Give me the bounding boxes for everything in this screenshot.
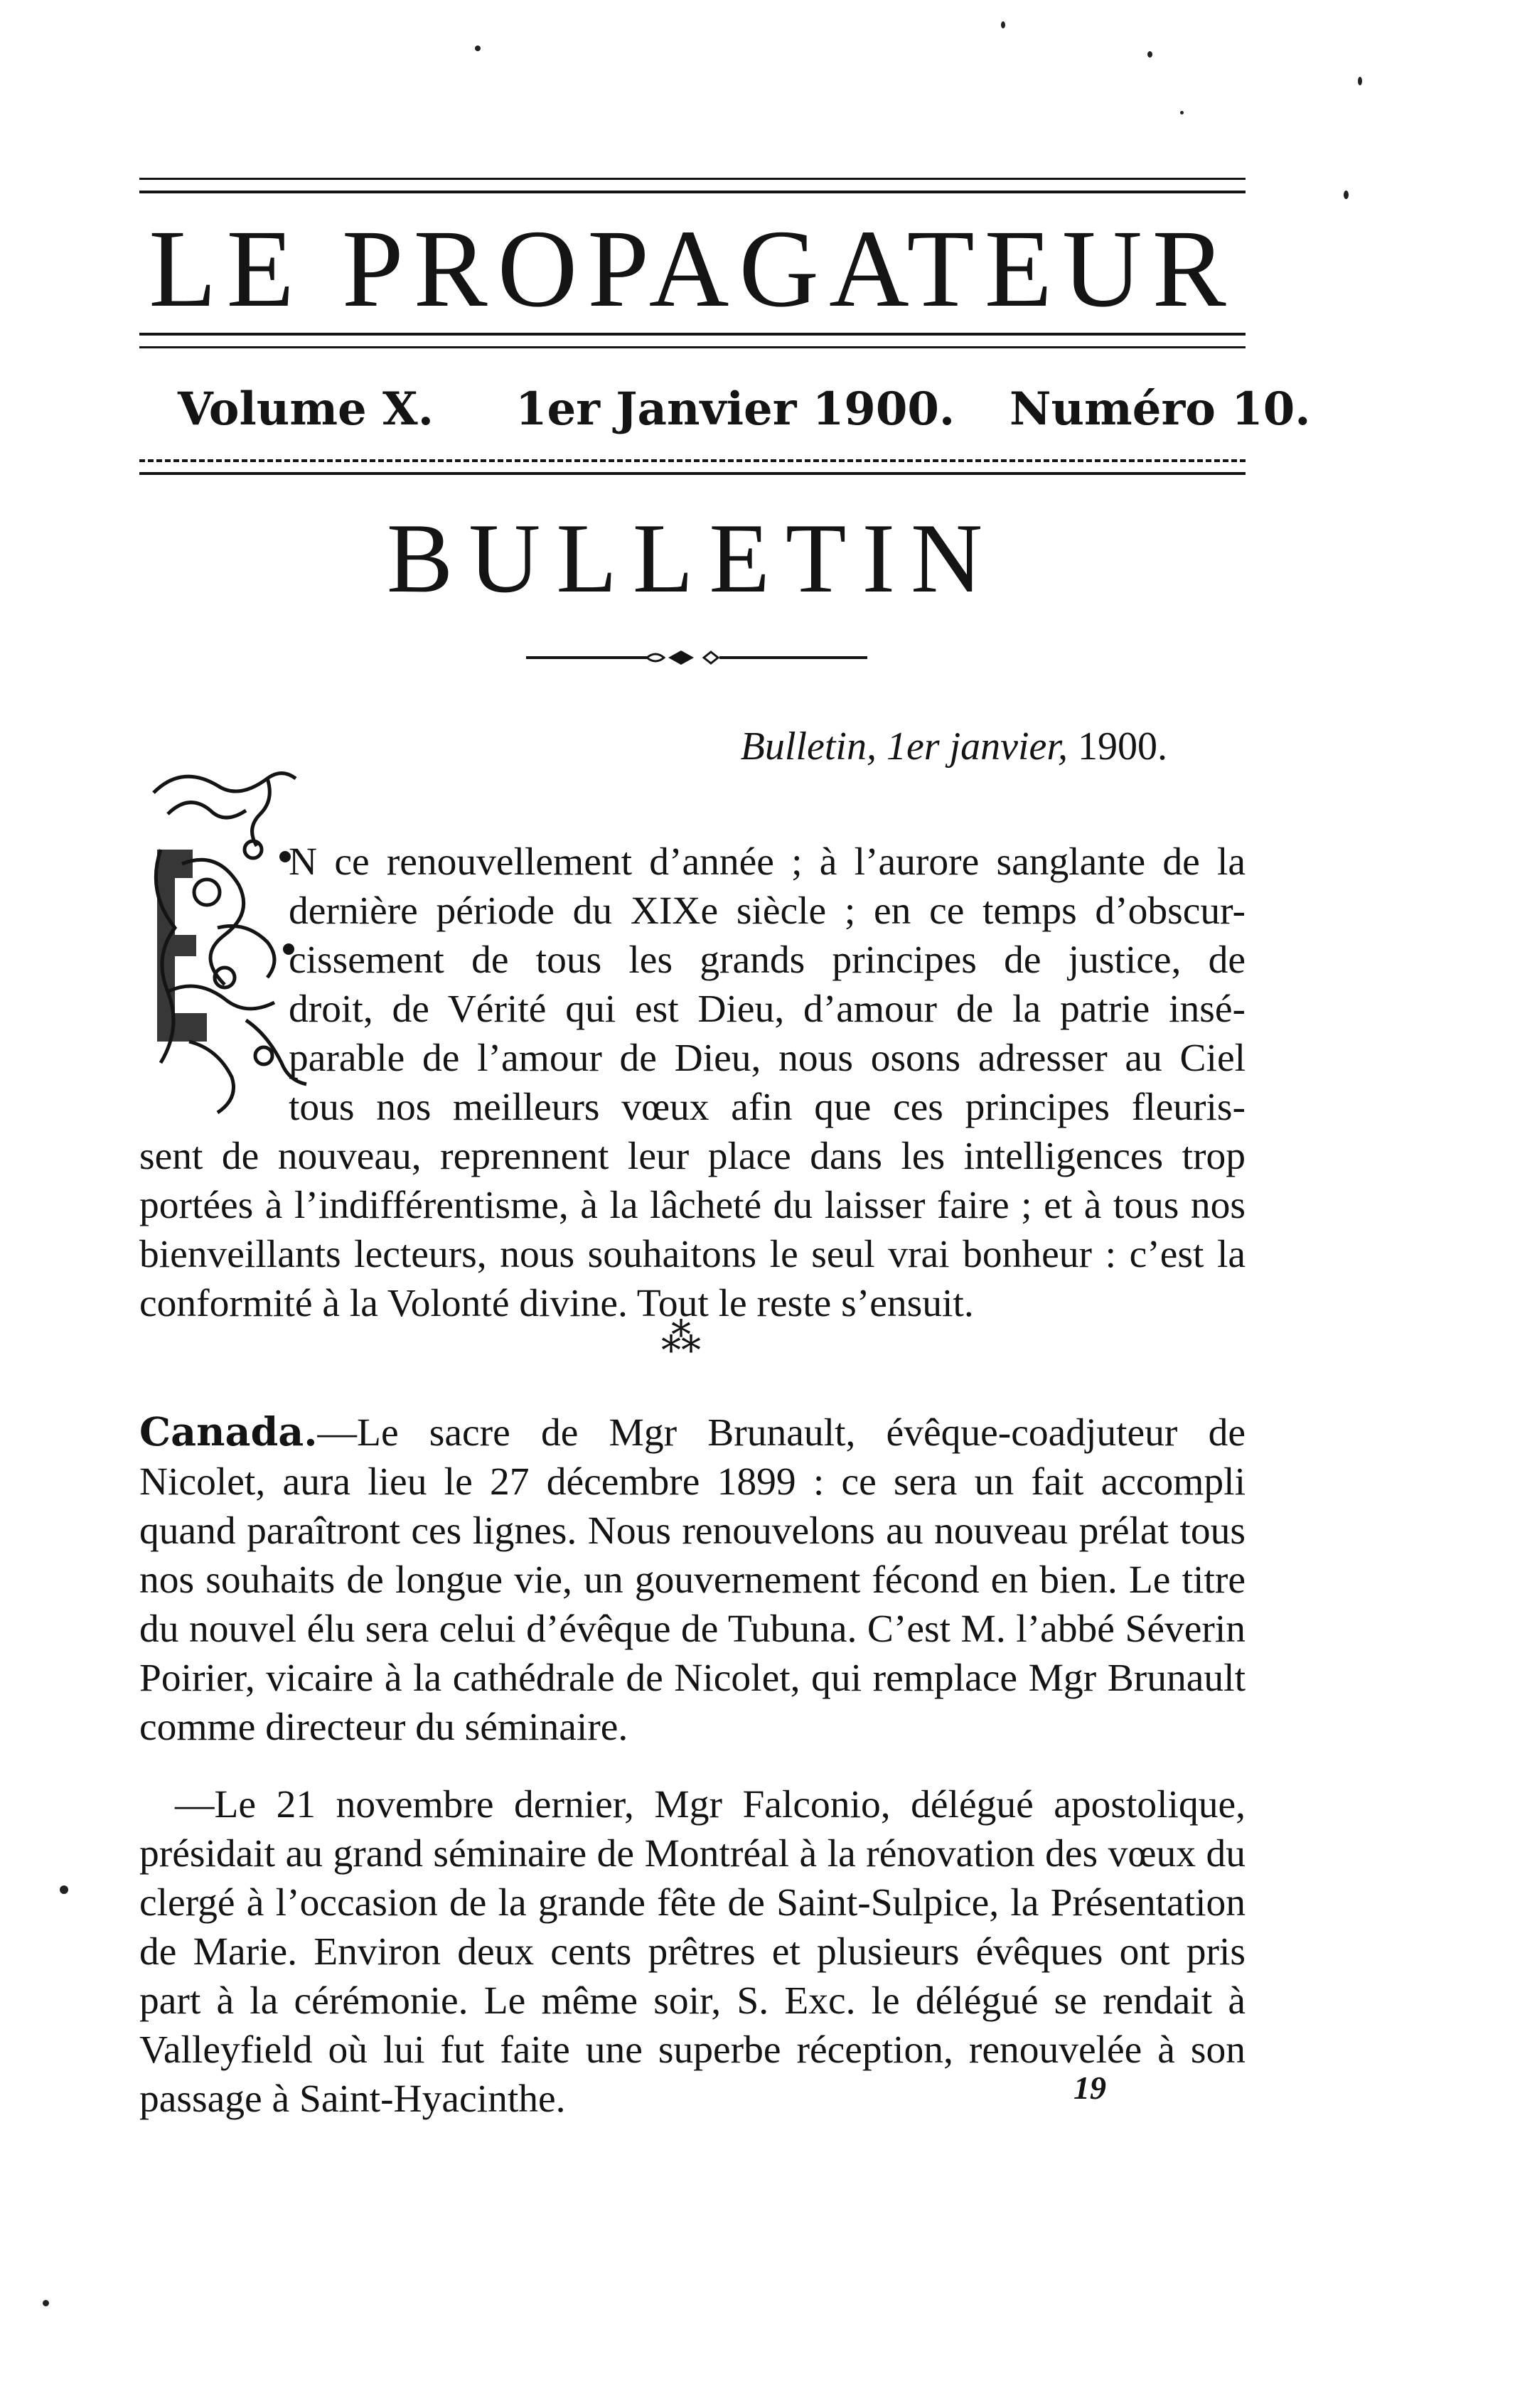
page-number: 19: [1073, 2070, 1106, 2106]
scan-speck: [475, 46, 481, 51]
intro-line-2: dernière période du XIXe siècle ; en ce temps d’obscur-: [289, 889, 1246, 933]
intro-line-1: N ce renouvellement d’année ; à l’aurore sanglante de la: [289, 840, 1246, 884]
scan-speck: [60, 1885, 68, 1894]
asterism-separator: ⁂: [661, 1317, 701, 1361]
canada-text: —Le sacre de Mgr Brunault, évêque-coadjuteur de Nicolet, aura lieu le 27 décembre 1899 : ce sera un fait accompli quand paraîtront ces lignes. Nous renouvelons au nouveau prélat tous nos souhaits de longue vie, un gouvernement fécond en bien. Le titre du nouvel élu sera celui d’évêque de Tubuna. C’est M. l’abbé Séverin Poirier, vicaire à la cathédrale de Nicolet, qui remplace Mgr Brunault comme directeur du séminaire.: [139, 1411, 1246, 1749]
intro-line-3: cissement de tous les grands principes de justice, de: [289, 938, 1246, 982]
intro-line-5: parable de l’amour de Dieu, nous osons adresser au Ciel: [289, 1037, 1246, 1080]
issue-rule-dashed: [139, 459, 1246, 462]
masthead-top-rule-1: [139, 178, 1246, 180]
canada-paragraph: [139, 1408, 1246, 1752]
scan-speck: [1180, 111, 1184, 114]
scan-speck: [43, 2300, 49, 2306]
intro-paragraph: [139, 838, 1246, 1132]
masthead-title: LE PROPAGATEUR: [149, 207, 1236, 330]
dateline-year: 1900.: [1078, 724, 1167, 769]
dateline-date: 1er janvier,: [886, 724, 1068, 769]
masthead-bottom-rule-2: [139, 346, 1246, 348]
scan-speck: [1344, 191, 1349, 199]
intro-line-6: tous nos meilleurs vœux afin que ces principes fleuris-: [289, 1086, 1246, 1129]
ornament-divider: [526, 643, 867, 672]
intro-paragraph-continued: sent de nouveau, reprennent leur place dans les intelligences trop portées à l’indifférentisme, à la lâcheté du laisser faire ; et à tous nos bienveillants lecteurs, nous souhaitons le seul vrai bonheur : c’est la conformité à la Volonté divine. Tout le reste s’ensuit.: [139, 1135, 1246, 1325]
masthead-top-rule-2: [139, 191, 1246, 193]
scan-speck: [1147, 51, 1152, 58]
issue-date: 1er Janvier 1900.: [515, 382, 955, 436]
scan-speck: [1001, 21, 1005, 28]
masthead-bottom-rule-1: [139, 333, 1246, 336]
dateline-place: Bulletin,: [740, 724, 877, 769]
issue-rule-solid: [139, 472, 1246, 475]
issue-number: Numéro 10.: [1010, 382, 1311, 436]
issue-volume: Volume X.: [178, 382, 434, 436]
dateline: [741, 724, 1167, 769]
scan-speck: [1358, 77, 1362, 85]
falconio-paragraph: —Le 21 novembre dernier, Mgr Falconio, délégué apostolique, présidait au grand séminaire de Montréal à la rénovation des vœux du clergé à l’occasion de la grande fête de Saint-Sulpice, la Présentation de Marie. Environ deux cents prêtres et plusieurs évêques ont pris part à la cérémonie. Le même soir, S. Exc. le délégué se rendait à Valleyfield où lui fut faite une superbe réception, renouvelée à son passage à Saint-Hyacinthe.: [139, 1783, 1246, 2121]
intro-line-4: droit, de Vérité qui est Dieu, d’amour de la patrie insé-: [289, 988, 1246, 1031]
canada-lead: Canada.: [139, 1409, 318, 1455]
section-title: BULLETIN: [386, 503, 999, 614]
